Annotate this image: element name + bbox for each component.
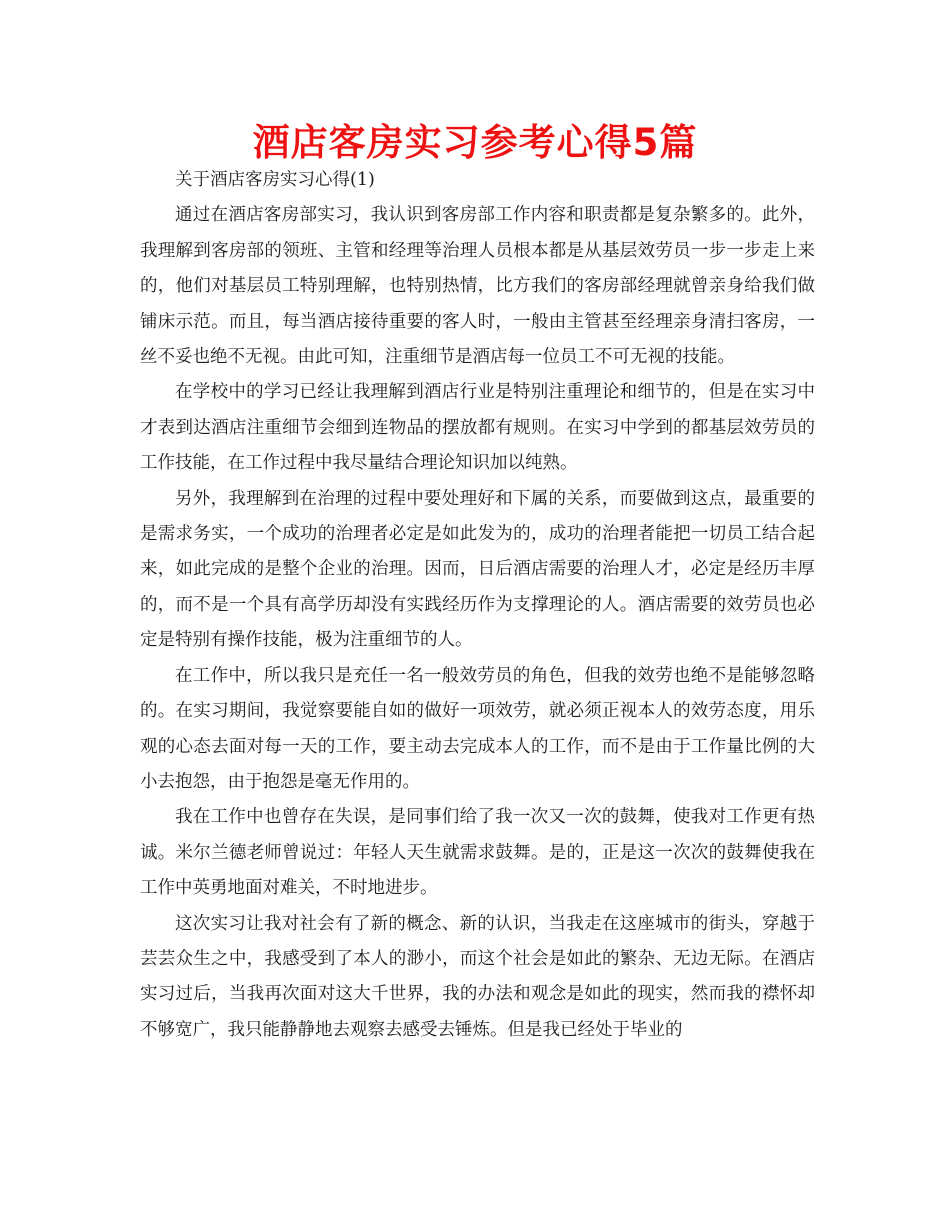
document-title: 酒店客房实习参考心得5篇 — [252, 121, 698, 164]
paragraph: 另外，我理解到在治理的过程中要处理好和下属的关系，而要做到这点，最重要的是需求务实，一个成功的治理者必定是如此发为的，成功的治理者能把一切员工结合起来，如此完成的是整个企业的治理。因而，日后酒店需要的治理人才，必定是经历丰厚的，而不是一个具有高学历却没有实践经历作为支撑理论的人。酒店需要的效劳员也必定是特别有操作技能，极为注重细节的人。 — [140, 488, 815, 651]
paragraph: 在学校中的学习已经让我理解到酒店行业是特别注重理论和细节的，但是在实习中才表到达酒店注重细节会细到连物品的摆放都有规则。在实习中学到的都基层效劳员的工作技能，在工作过程中我尽量结合理论知识加以纯熟。 — [140, 382, 815, 474]
paragraph: 通过在酒店客房部实习，我认识到客房部工作内容和职责都是复杂繁多的。此外，我理解到客房部的领班、主管和经理等治理人员根本都是从基层效劳员一步一步走上来的，他们对基层员工特别理解，也特别热情，比方我们的客房部经理就曾亲身给我们做铺床示范。而且，每当酒店接待重要的客人时，一般由主管甚至经理亲身清扫客房，一丝不妥也绝不无视。由此可知，注重细节是酒店每一位员工不可无视的技能。 — [140, 205, 815, 368]
paragraph: 在工作中，所以我只是充任一名一般效劳员的角色，但我的效劳也绝不是能够忽略的。在实习期间，我觉察要能自如的做好一项效劳，就必须正视本人的效劳态度，用乐观的心态去面对每一天的工作，要主动去完成本人的工作，而不是由于工作量比例的大小去抱怨，由于抱怨是毫无作用的。 — [140, 665, 815, 792]
document-body — [140, 163, 815, 1048]
paragraph: 这次实习让我对社会有了新的概念、新的认识，当我走在这座城市的街头，穿越于芸芸众生之中，我感受到了本人的渺小，而这个社会是如此的繁杂、无边无际。在酒店实习过后，当我再次面对这大千世界，我的办法和观念是如此的现实，然而我的襟怀却不够宽广，我只能静静地去观察去感受去锤炼。但是我已经处于毕业的 — [140, 913, 815, 1040]
document-subtitle: 关于酒店客房实习心得(1) — [175, 170, 375, 190]
paragraph: 我在工作中也曾存在失误，是同事们给了我一次又一次的鼓舞，使我对工作更有热诚。米尔兰德老师曾说过：年轻人天生就需求鼓舞。是的，正是这一次次的鼓舞使我在工作中英勇地面对难关，不时地进步。 — [140, 807, 815, 899]
